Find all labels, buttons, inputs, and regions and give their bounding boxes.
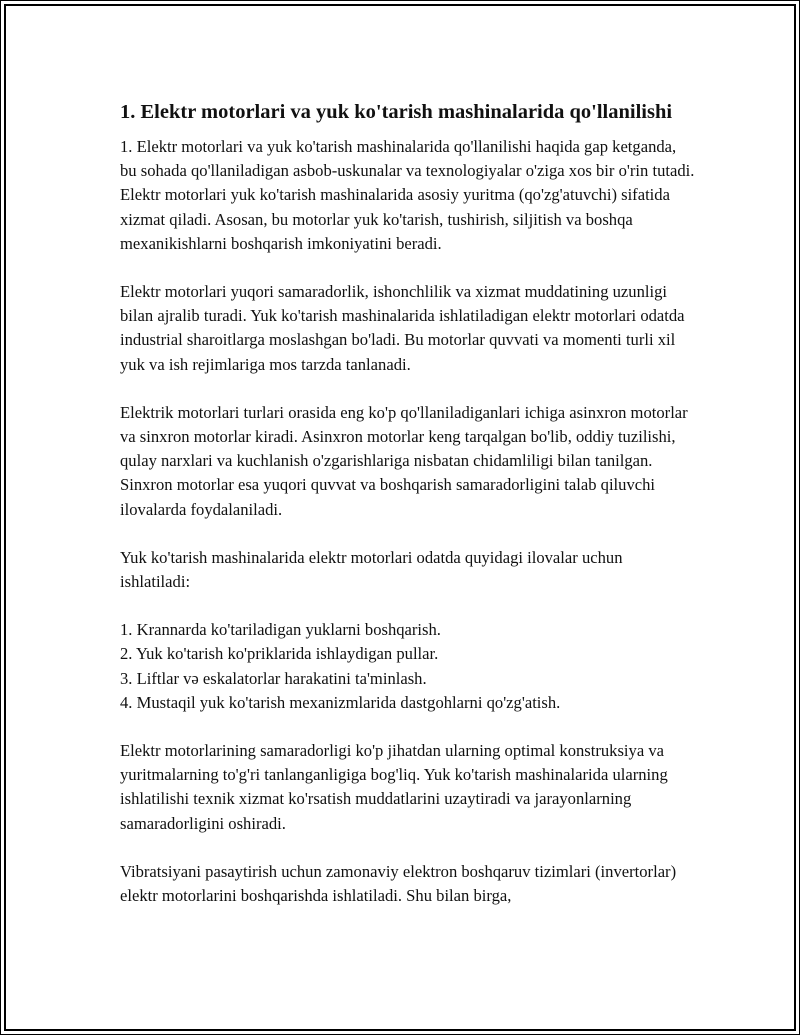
list-item: 1. Krannarda ko'tariladigan yuklarni boshqarish. <box>120 620 441 640</box>
document-title: 1. Elektr motorlari va yuk ko'tarish mashinalarida qo'llanilishi <box>120 101 673 123</box>
list-item: 2. Yuk ko'tarish ko'priklarida ishlaydigan pullar. <box>120 644 439 664</box>
paragraph-intro: 1. Elektr motorlari va yuk ko'tarish mashinalarida qo'llanilishi haqida gap ketganda, bu sohada qo'llaniladigan asbob-uskunalar va texnologiyalar o'ziga xos bir o'rin tutadi. Elektr motorlari yuk ko'tarish mashinalarida asosiy yuritma (qo'zg'atuvchi) sifatida xizmat qiladi. Asosan, bu motorlar yuk ko'tarish, tushirish, siljitish va boshqa mexanikishlarni boshqarish imkoniyatini beradi. <box>120 137 695 253</box>
paragraph-motor-types: Elektrik motorlari turlari orasida eng ko'p qo'llaniladiganlari ichiga asinxron motorlar va sinxron motorlar kiradi. Asinxron motorlar keng tarqalgan bo'lib, oddiy tuzilishi, qulay narxlari va kuchlanish o'zgarishlariga nisbatan chidamliligi bilan tanilgan. Sinxron motorlar esa yuqori quvvat va boshqarish samaradorligini talab qiluvchi ilovalarda foydalaniladi. <box>120 402 688 519</box>
list-item: 3. Liftlar və eskalatorlar harakatini ta'minlash. <box>120 668 427 688</box>
document-body <box>120 98 695 932</box>
list-item: 4. Mustaqil yuk ko'tarish mexanizmlarida dastgohlarni qo'zg'atish. <box>120 692 561 712</box>
paragraph-optimization: Elektr motorlarining samaradorligi ko'p jihatdan ularning optimal konstruksiya va yuritmalarning to'g'ri tanlanganligiga bog'liq. Yuk ko'tarish mashinalarida ularning ishlatilishi texnik xizmat ko'rsatish muddatlarini uzaytiradi va jarayonlarning samaradorligini oshiradi. <box>120 741 668 833</box>
paragraph-vibration: Vibratsiyani pasaytirish uchun zamonaviy elektron boshqaruv tizimlari (invertorlar) elektr motorlarini boshqarishda ishlatiladi. Shu bilan birga, <box>120 861 677 906</box>
page-inner-border <box>4 4 796 1031</box>
applications-list <box>120 618 695 715</box>
paragraph-efficiency: Elektr motorlari yuqori samaradorlik, ishonchlilik va xizmat muddatining uzunligi bilan ajralib turadi. Yuk ko'tarish mashinalarida ishlatiladigan elektr motorlari odatda industrial sharoitlarga moslashgan bo'ladi. Bu motorlar quvvati va momenti turli xil yuk va ish rejimlariga mos tarzda tanlanadi. <box>120 282 685 374</box>
paragraph-applications-intro: Yuk ko'tarish mashinalarida elektr motorlari odatda quyidagi ilovalar uchun ishlatiladi: <box>120 547 623 592</box>
